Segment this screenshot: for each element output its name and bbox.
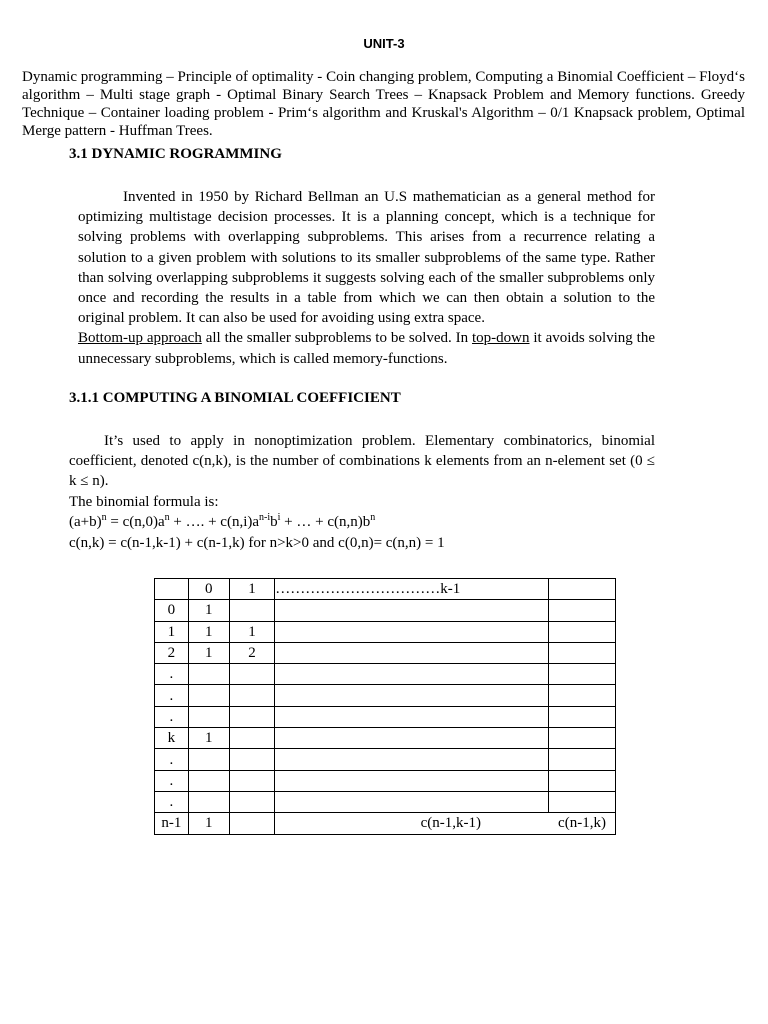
table-cell	[549, 600, 616, 621]
formula-label: The binomial formula is:	[69, 493, 219, 510]
table-cell: .	[155, 791, 189, 812]
table-cell	[155, 579, 189, 600]
table-cell	[229, 664, 275, 685]
table-row	[155, 600, 616, 621]
table-cell	[229, 749, 275, 770]
table-cell: n-1	[155, 813, 189, 834]
table-cell: 1	[188, 621, 229, 642]
table-cell	[275, 791, 549, 812]
table-cell	[275, 813, 616, 834]
table-cell	[275, 706, 549, 727]
table-cell	[229, 706, 275, 727]
top-down-term: top-down	[472, 330, 530, 347]
table-cell: 1	[229, 621, 275, 642]
table-cell	[188, 664, 229, 685]
table-cell	[229, 770, 275, 791]
table-row	[155, 642, 616, 663]
table-row	[155, 685, 616, 706]
table-row	[155, 770, 616, 791]
table-cell: 1	[188, 600, 229, 621]
table-cell	[549, 770, 616, 791]
table-cell: .	[155, 685, 189, 706]
table-row	[155, 728, 616, 749]
table-cell	[229, 685, 275, 706]
table-cell: 1	[188, 813, 229, 834]
table-row	[155, 813, 616, 834]
table-cell	[549, 642, 616, 663]
table-cell: 1	[188, 642, 229, 663]
table-cell: 1	[229, 579, 275, 600]
table-cell	[549, 749, 616, 770]
intro-paragraph: Invented in 1950 by Richard Bellman an U.S mathematician as a general method for optimizing multistage decision processes. It is a planning concept, which is a technique for solving problems with overlapping subproblems. This arises from a recurrence relating a solution to a given problem with solutions to its smaller subproblems of the same type. Rather than solving overlapping subproblems it suggests solving each of the smaller subproblems only once and recording the results in a table from which we can then obtain a solution to the original problem. It can also be used for avoiding using extra space.	[78, 189, 655, 327]
table-cell	[275, 685, 549, 706]
table-cell	[275, 621, 549, 642]
table-cell: 0	[155, 600, 189, 621]
dynamic-programming-intro	[78, 187, 655, 369]
table-cell	[229, 791, 275, 812]
table-row	[155, 706, 616, 727]
table-cell	[275, 749, 549, 770]
recurrence-relation: c(n,k) = c(n-1,k-1) + c(n-1,k) for n>k>0 and c(0,n)= c(n,n) = 1	[69, 535, 445, 551]
table-cell: 1	[188, 728, 229, 749]
table-cell: .	[155, 749, 189, 770]
table-cell	[549, 728, 616, 749]
cell-c-n-1-k-1: c(n-1,k-1)	[420, 815, 481, 832]
table-cell: k	[155, 728, 189, 749]
table-cell	[549, 579, 616, 600]
cell-c-n-1-k: c(n-1,k)	[558, 815, 606, 832]
table-cell: 0	[188, 579, 229, 600]
top-down-text: it avoids solving the unnecessary subproblems, which is called memory-functions.	[78, 330, 655, 367]
table-cell	[275, 664, 549, 685]
table-cell: ……………………………k-1	[275, 579, 549, 600]
table-row	[155, 579, 616, 600]
syllabus-paragraph: Dynamic programming – Principle of optimality - Coin changing problem, Computing a Binomial Coefficient – Floyd‘s algorithm – Multi stage graph - Optimal Binary Search Trees – Knapsack Problem and Memory functions. Greedy Technique – Container loading problem - Prim‘s algorithm and Kruskal's Algorithm – 0/1 Knapsack problem, Optimal Merge pattern - Huffman Trees.	[22, 69, 745, 139]
binomial-intro	[69, 431, 655, 512]
binomial-paragraph: It’s used to apply in nonoptimization problem. Elementary combinatorics, binomial coefficient, denoted c(n,k), is the number of combinations k elements from an n-element set (0 ≤ k ≤ n).	[69, 433, 655, 490]
table-row	[155, 791, 616, 812]
table-cell	[188, 706, 229, 727]
binomial-table	[154, 578, 616, 835]
table-cell	[188, 749, 229, 770]
table-row	[155, 664, 616, 685]
table-cell	[275, 728, 549, 749]
binomial-formula: $(a+b)^n = c(n,0)a^n$ + …. + $c(n,i)a^{n-i}b^i$ + … + $c(n,n)b^n$	[69, 512, 376, 530]
section-heading-dynamic-programming: 3.1 DYNAMIC ROGRAMMING	[69, 146, 282, 162]
table-cell	[275, 642, 549, 663]
table-row	[155, 621, 616, 642]
table-cell: 2	[229, 642, 275, 663]
table-cell	[549, 621, 616, 642]
table-cell	[229, 728, 275, 749]
table-cell: .	[155, 706, 189, 727]
table-cell	[275, 600, 549, 621]
table-cell: 2	[155, 642, 189, 663]
unit-title: UNIT-3	[363, 36, 405, 51]
table-cell	[188, 791, 229, 812]
table-cell	[549, 685, 616, 706]
approach-paragraph	[78, 328, 655, 368]
table-cell: 1	[155, 621, 189, 642]
table-cell	[229, 600, 275, 621]
table-cell	[188, 685, 229, 706]
table-cell	[275, 770, 549, 791]
bottom-up-text: all the smaller subproblems to be solved. In	[201, 330, 473, 347]
table-cell	[549, 791, 616, 812]
table-cell	[229, 813, 275, 834]
table-row	[155, 749, 616, 770]
table-cell: .	[155, 664, 189, 685]
table-cell	[549, 706, 616, 727]
table-cell	[188, 770, 229, 791]
table-cell	[549, 664, 616, 685]
table-cell: .	[155, 770, 189, 791]
bottom-up-term: Bottom-up approach	[78, 330, 202, 347]
section-heading-binomial: 3.1.1 COMPUTING A BINOMIAL COEFFICIENT	[69, 390, 401, 406]
